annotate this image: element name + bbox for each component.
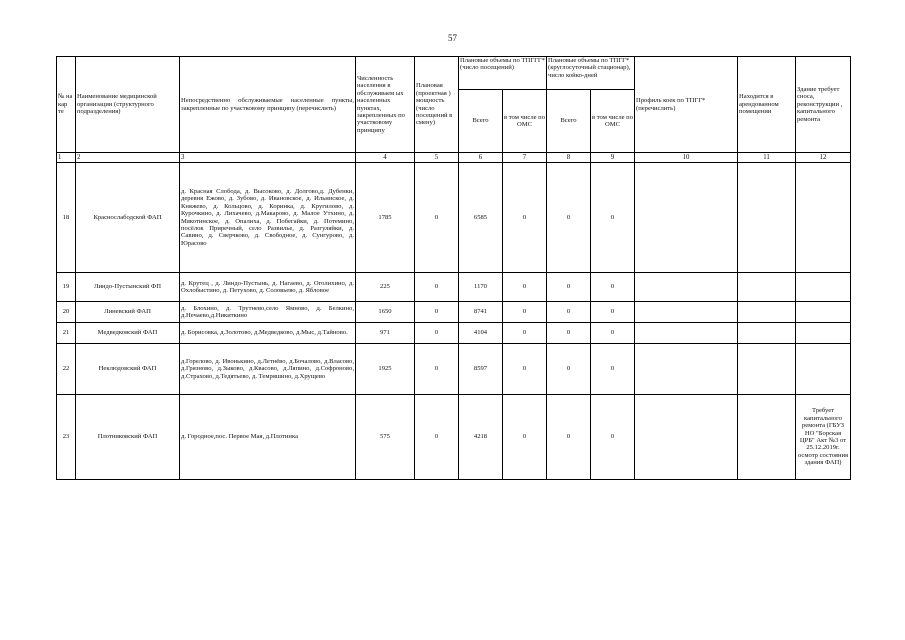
row-hosp-total: 0 (547, 323, 591, 344)
row-points: д. Блохино, д. Трутнево,село Ямново, д. Белкино, д.Нечаево,д.Никиткино (180, 302, 356, 323)
row-building (796, 273, 851, 302)
col-num-10: 10 (635, 153, 738, 163)
row-population: 225 (356, 273, 415, 302)
header-hosp-total: Всего (547, 90, 591, 153)
row-capacity: 0 (415, 323, 459, 344)
header-capacity: Плановая (проектная ) мощность (число посещений в смену) (415, 57, 459, 153)
col-num-11: 11 (738, 153, 796, 163)
row-population: 1925 (356, 344, 415, 395)
row-points: д.Горелово, д. Ивонькино, д.Летнёво, д.Бочалово, д.Власово, д.Грязново, д.Зыково, д.Квасово, д.Ляпино, д.Софроново, д.Страхово, д.Тедятьево, д. Темряшино, д.Хрущево (180, 344, 356, 395)
row-rented (738, 323, 796, 344)
row-profile (635, 273, 738, 302)
page-number: 57 (448, 33, 457, 43)
row-visits-oms: 0 (503, 344, 547, 395)
row-capacity: 0 (415, 344, 459, 395)
row-population: 575 (356, 395, 415, 480)
row-hosp-total: 0 (547, 273, 591, 302)
table-row (57, 344, 851, 395)
row-org: Линевский ФАП (76, 302, 180, 323)
header-building: Здание требует сноса, реконструкции , капитального ремонта (796, 57, 851, 153)
row-org: Линдо-Пустынский ФП (76, 273, 180, 302)
row-building (796, 163, 851, 273)
row-capacity: 0 (415, 395, 459, 480)
header-points: Непосредственно обслуживаемые населенные пункты, закрепленные по участковому принципу (перечислить) (180, 57, 356, 153)
table-row (57, 302, 851, 323)
row-capacity: 0 (415, 302, 459, 323)
header-rented: Находится в арендованном помещении (738, 57, 796, 153)
table-row (57, 163, 851, 273)
table-row (57, 323, 851, 344)
row-building (796, 302, 851, 323)
row-hosp-oms: 0 (591, 323, 635, 344)
row-visits-total: 8741 (459, 302, 503, 323)
col-num-6: 6 (459, 153, 503, 163)
row-population: 1785 (356, 163, 415, 273)
row-profile (635, 395, 738, 480)
row-visits-oms: 0 (503, 323, 547, 344)
table-row (57, 273, 851, 302)
header-org: Наименование медицинской организации (структурного подразделения) (76, 57, 180, 153)
header-visits-total: Всего (459, 90, 503, 153)
row-visits-oms: 0 (503, 302, 547, 323)
row-hosp-oms: 0 (591, 302, 635, 323)
row-rented (738, 395, 796, 480)
row-hosp-total: 0 (547, 302, 591, 323)
header-profile: Профиль коек по ТПГГ* (перечислить) (635, 57, 738, 153)
header-visits-oms: в том числе по ОМС (503, 90, 547, 153)
row-num: 20 (57, 302, 76, 323)
row-visits-total: 4104 (459, 323, 503, 344)
row-org: Неклюдовский ФАП (76, 344, 180, 395)
row-hosp-oms: 0 (591, 344, 635, 395)
row-points: д. Красная Слобода, д. Высоково, д. Долгово,д. Дубенки, деревня Ежово, д. Зубово, д. Ивановское, д. Ильинское, д. Княжево, д. Кольцово, д. Коринка, д. Кругилово, д. Курочкино, д. Лихачево, д.Макарово, д. Малое Утхино, д. Мякотинское, д. Опалиха, д. Побегайки, д. Потемино, посёлок Приречный, село Развилье, д. Разгуляйки, д. Савино, д. Сверчково, д. Свободное, д. Сунгурово, д. Юрасово (180, 163, 356, 273)
row-capacity: 0 (415, 273, 459, 302)
row-hosp-oms: 0 (591, 163, 635, 273)
header-num: № на кар те (57, 57, 76, 153)
row-visits-total: 1170 (459, 273, 503, 302)
col-num-2: 2 (76, 153, 180, 163)
facilities-table (56, 56, 851, 480)
row-visits-oms: 0 (503, 273, 547, 302)
row-population: 971 (356, 323, 415, 344)
row-profile (635, 302, 738, 323)
row-visits-oms: 0 (503, 395, 547, 480)
col-num-4: 4 (356, 153, 415, 163)
header-hosp-oms: в том числе по ОМС (591, 90, 635, 153)
row-visits-total: 6585 (459, 163, 503, 273)
col-num-12: 12 (796, 153, 851, 163)
row-num: 23 (57, 395, 76, 480)
header-population: Численность населения в обслуживаем ых населенных пунктах, закрепленных по участковому принципу (356, 57, 415, 153)
row-num: 18 (57, 163, 76, 273)
row-rented (738, 163, 796, 273)
row-hosp-total: 0 (547, 395, 591, 480)
row-hosp-oms: 0 (591, 395, 635, 480)
row-num: 22 (57, 344, 76, 395)
row-org: Медведковский ФАП (76, 323, 180, 344)
row-points: д. Борисовка, д.Золотово, д.Медведково, д.Мыс, д.Тайново. (180, 323, 356, 344)
row-org: Плотниковский ФАП (76, 395, 180, 480)
row-rented (738, 302, 796, 323)
row-org: Краснослабодской ФАП (76, 163, 180, 273)
row-visits-total: 8597 (459, 344, 503, 395)
header-row-1 (57, 57, 851, 90)
col-num-3: 3 (180, 153, 356, 163)
row-num: 21 (57, 323, 76, 344)
header-tpgg-hosp: Плановые объемы по ТПГГ* (круглосуточный стационар), число койко-дней (547, 57, 635, 90)
row-profile (635, 323, 738, 344)
table-row (57, 395, 851, 480)
row-building (796, 344, 851, 395)
col-num-8: 8 (547, 153, 591, 163)
col-num-7: 7 (503, 153, 547, 163)
row-building (796, 323, 851, 344)
row-profile (635, 344, 738, 395)
header-tpgg-visits: Плановые объемы по ТПГГГ* (число посещений) (459, 57, 547, 90)
row-profile (635, 163, 738, 273)
row-hosp-total: 0 (547, 163, 591, 273)
row-points: д. Крутец , д. Линдо-Пустынь, д. Нагаево, д. Оголихино, д. Охлобыстино, д. Петухово, д. Соловьево, д. Ябловое (180, 273, 356, 302)
row-rented (738, 344, 796, 395)
col-num-1: 1 (57, 153, 76, 163)
column-number-row (57, 153, 851, 163)
col-num-5: 5 (415, 153, 459, 163)
row-visits-total: 4218 (459, 395, 503, 480)
row-capacity: 0 (415, 163, 459, 273)
row-hosp-oms: 0 (591, 273, 635, 302)
row-points: д. Городное,пос. Первое Мая, д.Плотинка (180, 395, 356, 480)
row-building: Требует капитального ремонта (ГБУЗ НО "Борская ЦРБ" Акт №3 от 25.12.2019г. осмотр состояния здания ФАП) (796, 395, 851, 480)
row-visits-oms: 0 (503, 163, 547, 273)
row-population: 1650 (356, 302, 415, 323)
col-num-9: 9 (591, 153, 635, 163)
row-num: 19 (57, 273, 76, 302)
row-rented (738, 273, 796, 302)
row-hosp-total: 0 (547, 344, 591, 395)
